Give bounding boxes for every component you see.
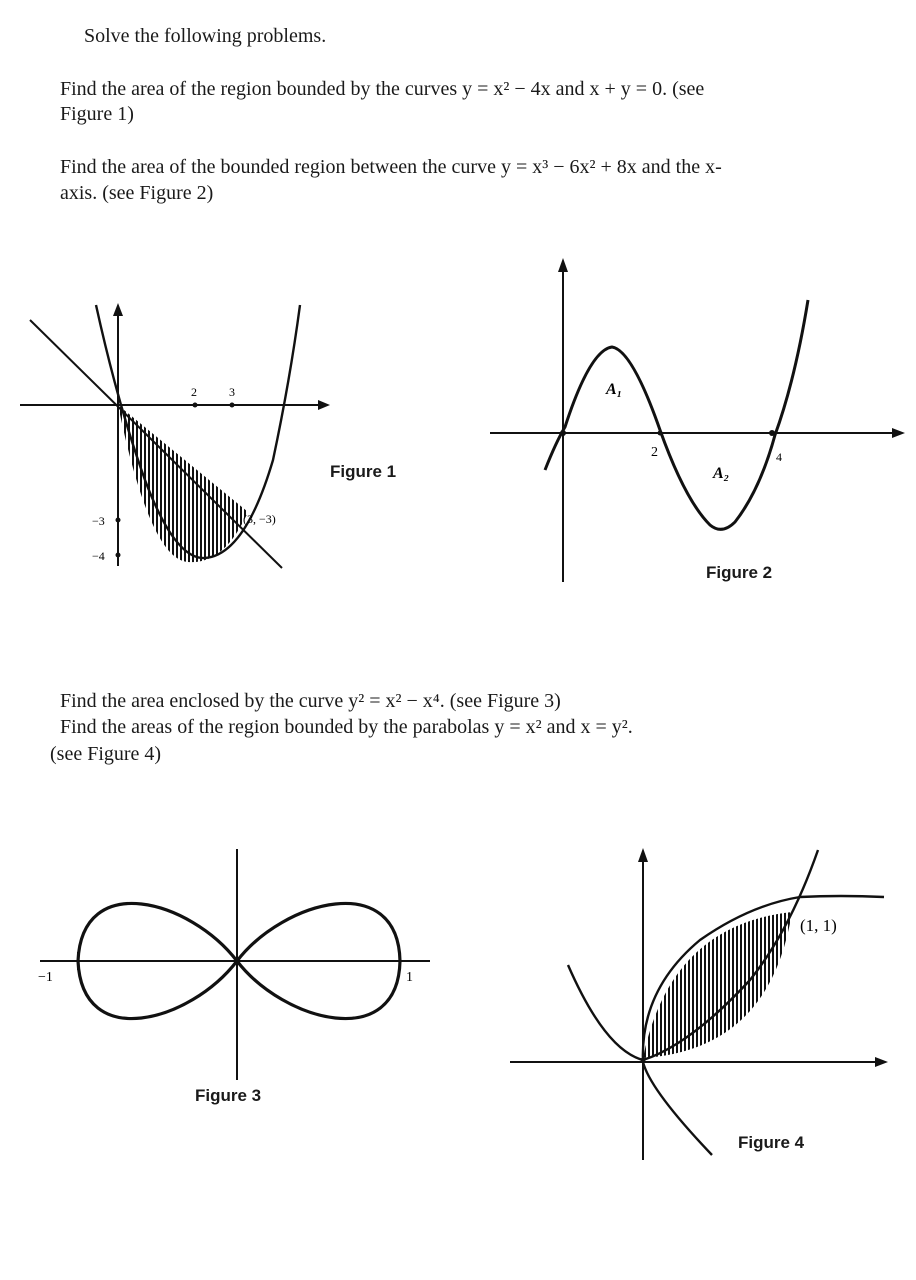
figure-1-tick-2-dot [193,403,198,408]
figure-4-caption: Figure 4 [738,1133,805,1152]
figure-2-tick-4-label: 4 [776,450,782,464]
figure-1-tick-3-label: 3 [229,385,235,399]
figure-2-cubic-curve [545,300,808,529]
figure-2-y-axis-arrow [558,258,568,272]
figure-3-caption: Figure 3 [195,1086,262,1105]
figure-1-tick-neg4-label: −4 [92,549,105,563]
figure-3-tick-1-label: 1 [406,970,413,985]
figure-1-caption: Figure 1 [330,462,397,481]
figure-2-origin-dot [560,430,566,436]
figure-1-tick-neg3-label: −3 [92,514,105,528]
figure-1-tick-neg3-dot [116,518,121,523]
problem-1-line-2: Figure 1) [60,103,134,125]
problem-2-line-2: axis. (see Figure 2) [60,182,214,204]
instructions-heading: Solve the following problems. [84,25,327,47]
figure-2-region-a2-label: A₂ [713,465,730,482]
figure-1-hatched-region [118,405,248,562]
figure-2 [490,258,905,582]
figure-2-caption: Figure 2 [706,563,773,582]
figure-3 [38,849,430,1080]
problem-1-line-1: Find the area of the region bounded by the curves y = x² − 4x and x + y = 0. (see [60,78,705,100]
figure-1-tick-3-dot [230,403,235,408]
figure-1 [20,303,330,568]
figure-1-tick-neg4-dot [116,553,121,558]
figure-3-tick-neg1-label: −1 [38,970,53,985]
figure-4-origin-dot [641,1058,646,1063]
figure-1-x-axis-arrow [318,400,330,410]
problem-4-line-1: Find the areas of the region bounded by the parabolas y = x² and x = y². [60,716,633,738]
figure-4-hatched-region [643,912,792,1058]
figure-2-region-a1-label: A₁ [606,381,623,398]
figure-1-point-label: (3, −3) [243,512,276,526]
figure-4-y-axis-arrow [638,848,648,862]
figure-2-tick-4-dot [769,430,775,436]
figure-4-x-axis-arrow [875,1057,888,1067]
problem-4-line-2: (see Figure 4) [50,743,162,765]
figure-2-tick-2-label: 2 [651,445,658,460]
problem-2-line-1: Find the area of the bounded region between the curve y = x³ − 6x² + 8x and the x- [60,156,722,178]
figure-1-tick-2-label: 2 [191,385,197,399]
figure-4-point-label: (1, 1) [800,916,837,935]
figure-2-tick-2-dot [658,431,663,436]
figure-2-x-axis-arrow [892,428,905,438]
figure-4 [510,848,888,1160]
problem-3-line-1: Find the area enclosed by the curve y² = x² − x⁴. (see Figure 3) [60,690,561,712]
figure-1-y-axis-arrow [113,303,123,316]
